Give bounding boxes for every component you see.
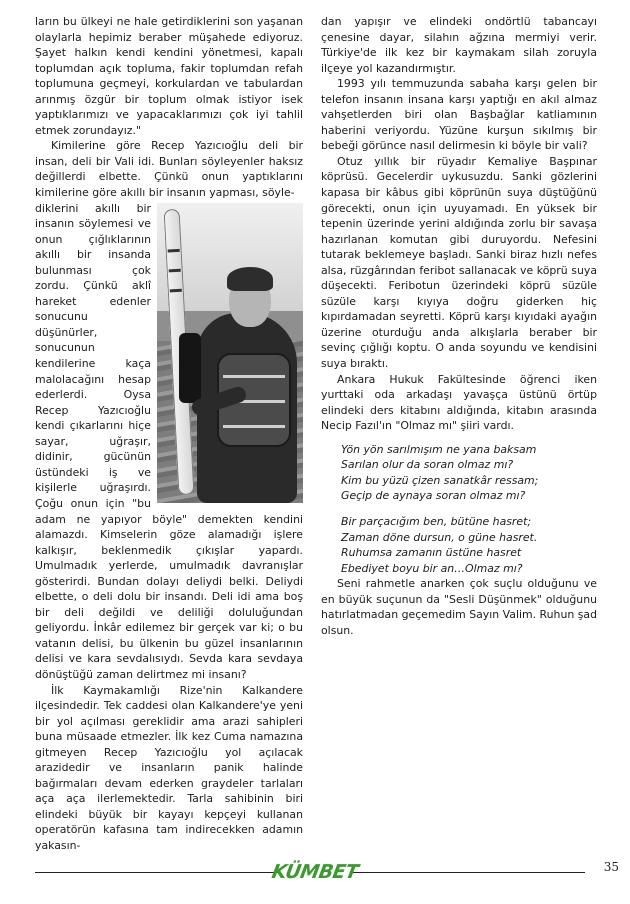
right-text-column	[321, 14, 597, 638]
paragraph: diklerini akıllı bir insanın söylemesi ve onun çığlıklarının akıllı bir insanda bulunması çok zordu. Çünkü aklî hareket edenler sonucunu düşünürler, sonucunun kendilerine kaça malolacağını hesap ederlerdi. Oysa Recep Yazıcıoğlu kendi çıkarlarını hiçe sayar, uğraşır, didinir, gücünün üstündeki iş ve kişilerle uğraşırdı. Çoğu onun için "bu adam ne yapıyor böyle" demekten kendini alamazdı. Kimselerin göze alamadığı işlere kalkışır, beklenmedik çıkışlar yapardı. Umulmadık yerlerde, umulmadık davranışlar gösterirdi. Bundan dolayı deliydi belki. Deliydi elbette, o deli dolu bir insandı. Deli idi ama boş bir deli değildi ve deliliği doluluğundan geliyordu. İnkâr edilemez bir gerçek var ki; o bu vatanın delisi, bu ülkenin bu güzel insanlarının delisi ve kara sevdalısıydı. Sevda kara sevdaya dönüştüğü zaman delirtmez mi insanı?	[35, 201, 303, 681]
paragraph: İlk Kaymakamlığı Rize'nin Kalkandere ilçesindedir. Tek caddesi olan Kalkandere'ye yeni bir yol açılması gereklidir ama arazi sahipleri buna müsaade etmezler. İlk kez Cuma namazına gitmeyen Recep Yazıcıoğlu yol açılacak arazidedir ve insanların panik halinde bağırmaları devam ederken graydeler tarlaları aça aça ilerlemektedir. Tarla sahibinin biri elindeki büyük bir kayayı kepçeyi kullanan operatörün kafasına tam indirecekken adamın yakasın-	[35, 683, 303, 852]
poem-line: Yön yön sarılmışım ne yana baksam	[341, 442, 537, 456]
logo-text: KÜMBET	[270, 861, 360, 883]
poem-line: Kim bu yüzü çizen sanatkâr ressam;	[341, 473, 539, 487]
left-text-column	[35, 14, 303, 854]
paragraph: dan yapışır ve elindeki ondörtlü tabancayı çenesine dayar, silahın ağzına mermiyi verir. Türkiye'de ilk kez bir kaymakam silah zoruyla ilçeye yol kazandırmıştır.	[321, 15, 597, 75]
poem-line: Zaman döne dursun, o güne hasret.	[341, 530, 538, 544]
paragraph: Ankara Hukuk Fakültesinde öğrenci iken yurttaki oda arkadaşı yavaşça üstünü örtüp elindeki ders kitabını aldığında, kitabın arasında Necip Fazıl'ın "Olmaz mı" şiiri vardı.	[321, 372, 597, 433]
poem-line: Sarılan olur da soran olmaz mı?	[341, 458, 514, 472]
poem-line: Ebediyet boyu bir an…Olmaz mı?	[341, 561, 523, 575]
paragraph: 1993 yılı temmuzunda sabaha karşı gelen bir telefon insanın insana karşı yaptığı en akıl almaz vahşetlerden biri olan Başbağlar katliamının haberini veriyordu. Yüzüne kurşun sıkılmış bir bebeği görünce nasıl delirmesin ki böyle bir vali?	[321, 77, 597, 153]
paragraph: Kimilerine göre Recep Yazıcıoğlu deli bir insan, deli bir Vali idi. Bunları söyleyenler haksız değillerdi elbette. Çünkü onun yaptıklarını kimilerine göre akıllı bir insanın yapması, söyle-	[35, 139, 303, 200]
paragraph: Otuz yıllık bir rüyadır Kemaliye Başpınar köprüsü. Gecelerdir uykusuzdu. Sanki gözlerini kapasa bir kâbus gibi köprünün suya düştüğünü görecekti, onun için uyuyamadı. En yüksek bir tepenin üzerinde yerini aldığında zorlu bir savaşa hazırlanan komutan gibi duruyordu. Nefesini tutarak beklemeye başladı. Sanki biraz hızlı nefes alsa, rüzgârından feribot sallanacak ve köprü suya düşecekti. Feribotun üzerindeki köprü süzüle süzüle karşı kıyıya doğru giderken hiç kıpırdamadan seyretti. Köprü karşı kıyıdaki ayağın üzerine oturduğu anda alkışlarla beraber bir sevinç çığlığı koptu. O anda soyundu ve kendisini suya bıraktı.	[321, 154, 597, 371]
paragraph: Seni rahmetle anarken çok suçlu olduğunu ve en büyük suçunun da "Sesli Düşünmek" olduğunu hatırlatmadan geçemedim Sayın Valim. Ruhun şad olsun.	[321, 577, 597, 637]
paragraph: ların bu ülkeyi ne hale getirdiklerini son yaşanan olaylarla hepimiz beraber müşahede ediyoruz. Şayet halkın kendi kendini yönetmesi, kapalı toplumdan açık topluma, fakir toplumdan refah toplumuna geçmeyi, korkulardan ve tabulardan arınmış özgür bir toplum olmak istiyor isek yaptıklarımızı ve yapacaklarımızı çok iyi tahlil etmek zorundayız."	[35, 15, 303, 137]
page-number: 35	[585, 860, 619, 874]
poem-line: Ruhumsa zamanın üstüne hasret	[341, 546, 522, 560]
poem-line: Bir parçacığım ben, bütüne hasret;	[341, 514, 532, 528]
magazine-logo	[270, 858, 360, 886]
poem-line: Geçip de aynaya soran olmaz mı?	[341, 489, 526, 503]
waterski-photo	[157, 203, 303, 503]
poem	[321, 442, 597, 576]
